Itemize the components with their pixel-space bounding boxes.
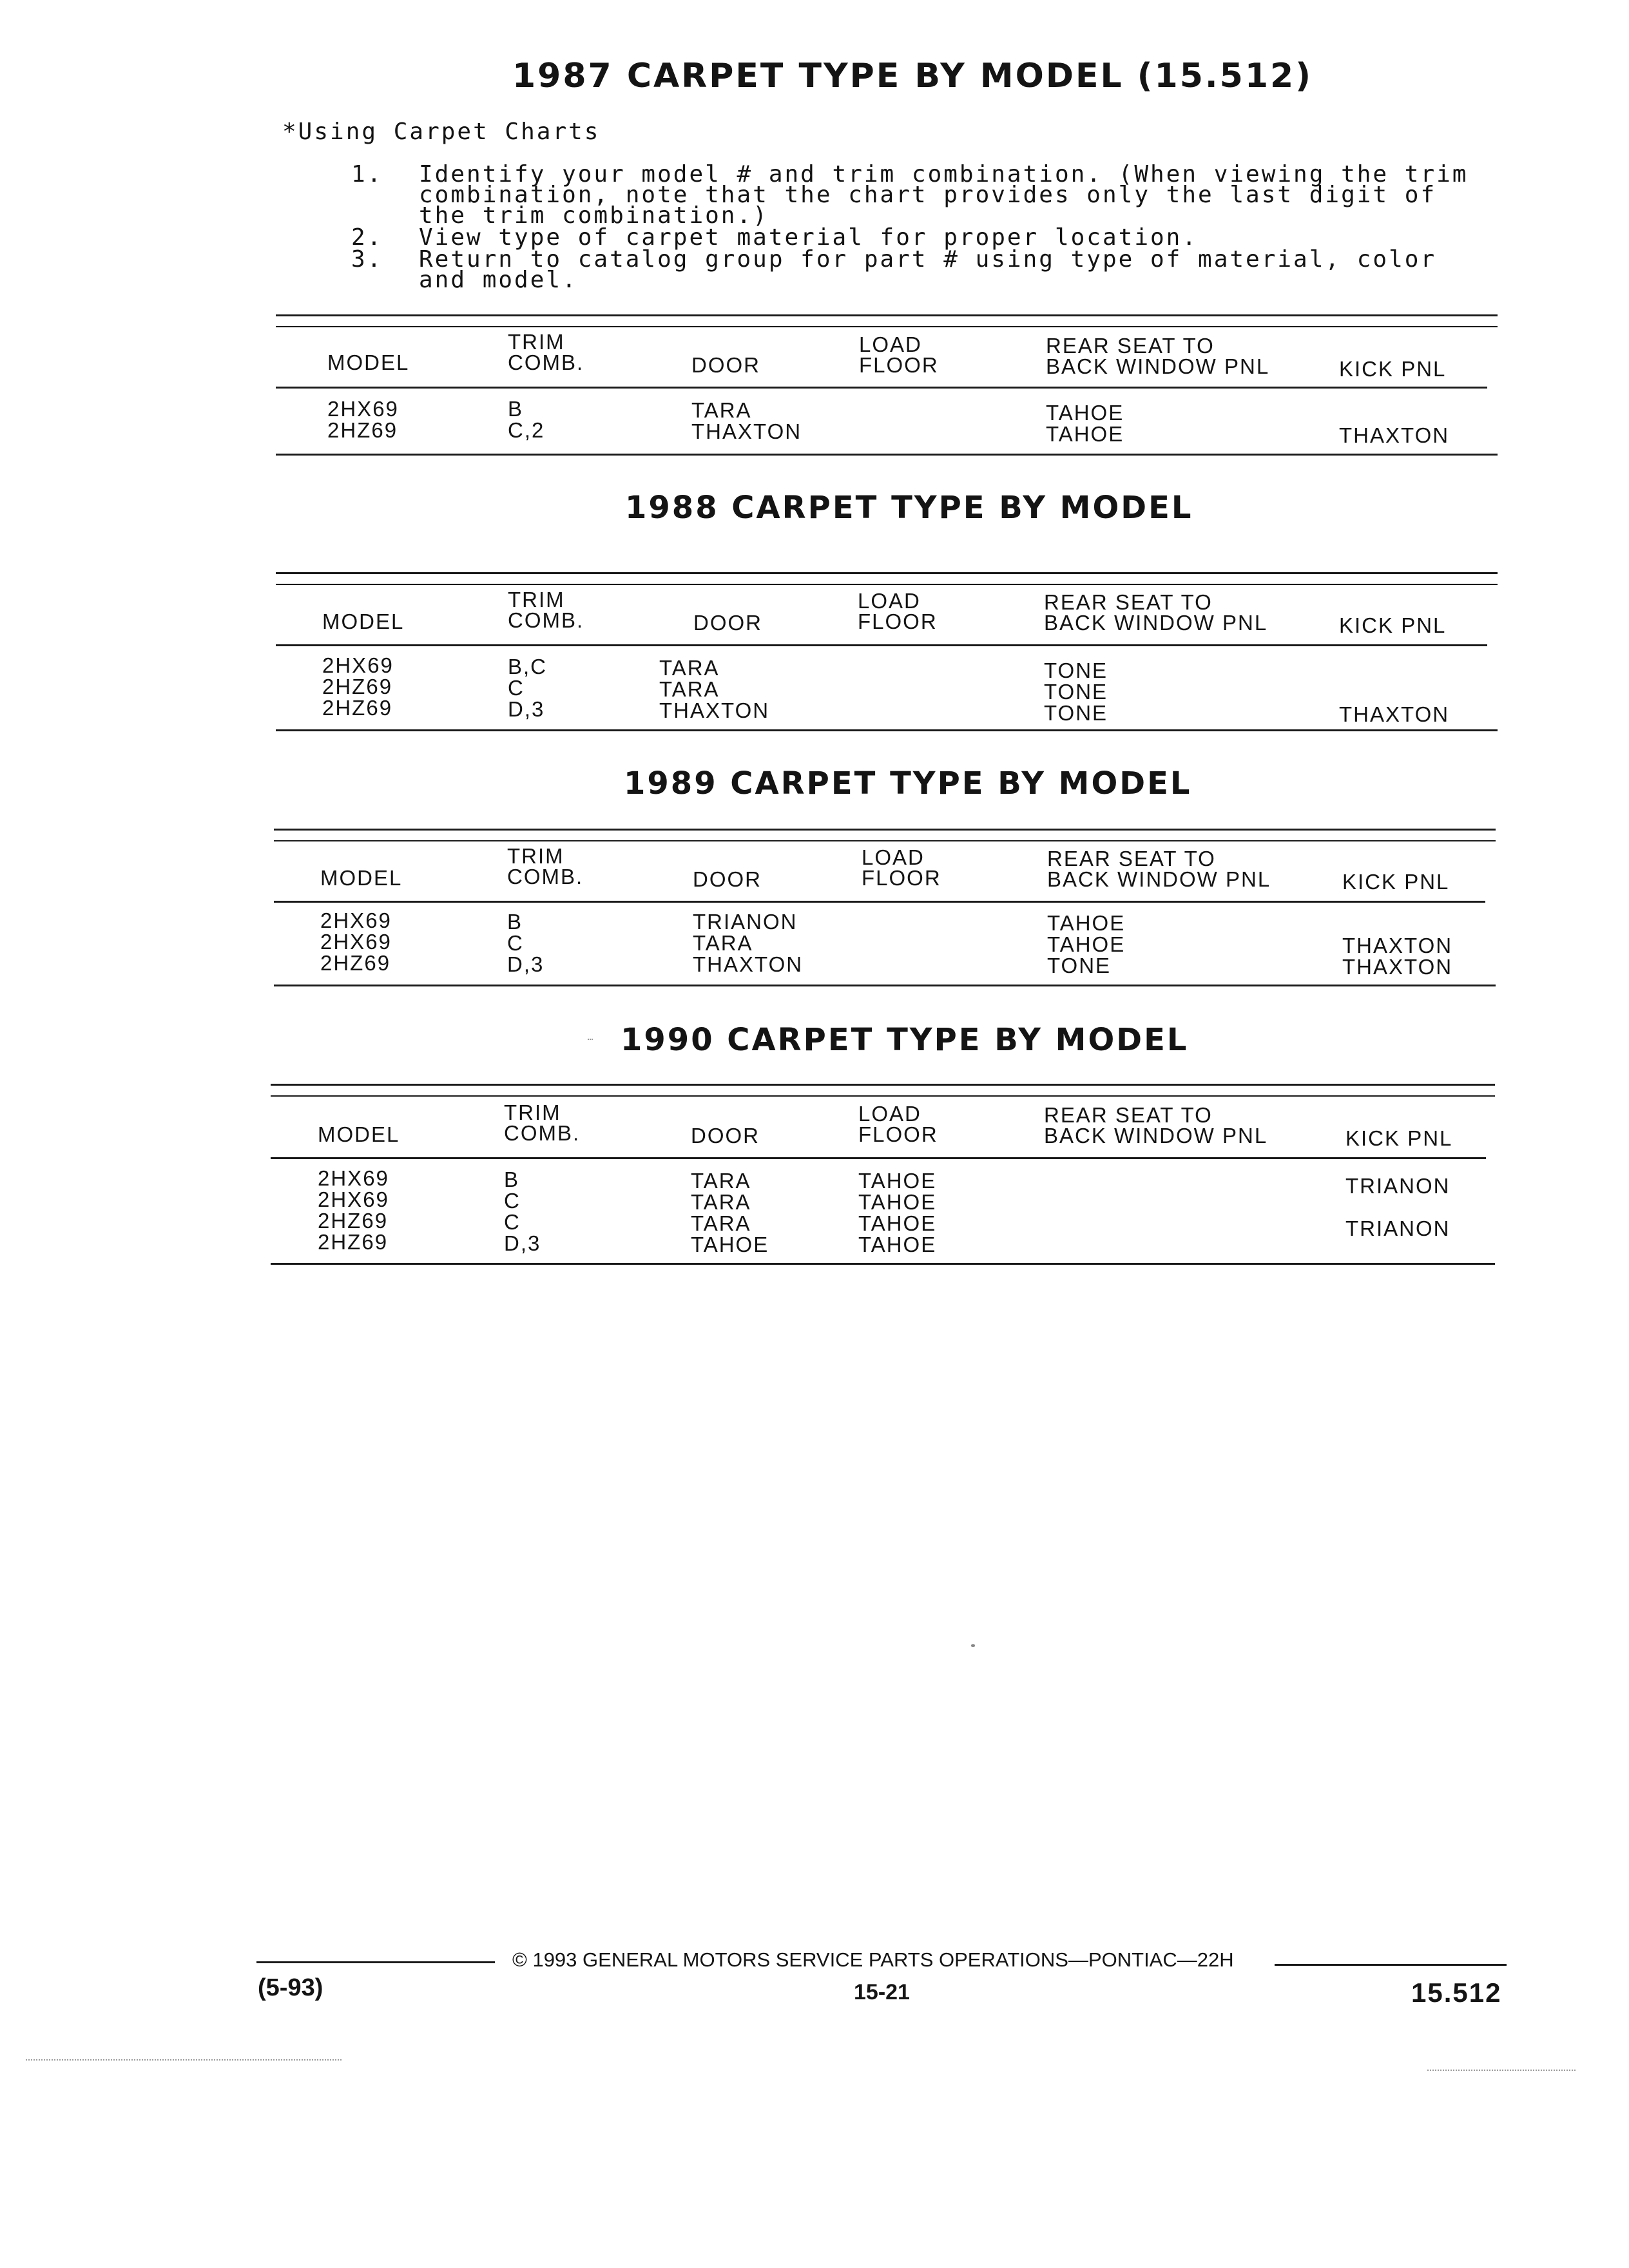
table-bottom-rule [276,729,1498,731]
page-title: 1987 CARPET TYPE BY MODEL (15.512) [512,57,1313,95]
scan-edge-mark [26,2059,342,2061]
column-header-rear: BACK WINDOW PNL [1044,1124,1268,1148]
instruction-step [351,161,1485,229]
column-header-kick: KICK PNL [1339,613,1447,637]
cell-model: 2HX69 [322,653,394,677]
cell-door: TARA [691,1211,751,1235]
carpet-table-1988 [276,572,1500,740]
column-header-model: MODEL [327,351,410,374]
cell-kick: THAXTON [1339,702,1450,726]
column-header-trim: COMB. [508,608,584,632]
instruction-step [351,246,1485,293]
column-header-rear: BACK WINDOW PNL [1046,354,1270,378]
cell-model: 2HZ69 [322,675,393,698]
cell-door: TARA [693,931,753,955]
column-header-load: FLOOR [859,353,939,377]
cell-kick: THAXTON [1339,423,1450,447]
cell-trim: C [508,676,525,700]
column-header-kick: KICK PNL [1345,1126,1453,1150]
cell-door: TARA [691,1169,751,1193]
cell-door: TAHOE [691,1233,769,1256]
cell-rear: TAHOE [1046,422,1124,446]
cell-model: 2HX69 [318,1187,389,1211]
table-top-rule [276,326,1498,327]
cell-trim: C [507,931,524,955]
footer-rule-right [1275,1964,1507,1966]
cell-door: TARA [659,656,720,680]
column-header-load: FLOOR [862,866,941,890]
footer-date-code: (5-93) [258,1974,323,2001]
cell-rear: TONE [1044,701,1108,725]
cell-model: 2HZ69 [318,1209,389,1233]
footer-page-number: 15-21 [854,1980,910,2004]
cell-model: 2HX69 [320,908,392,932]
column-header-kick: KICK PNL [1339,357,1447,381]
cell-trim: C [504,1210,521,1234]
section-title-1988: 1988 CARPET TYPE BY MODEL [625,490,1193,526]
cell-trim: D,3 [508,697,545,721]
table-top-rule [274,840,1496,841]
cell-kick: TRIANON [1345,1216,1451,1240]
scan-edge-mark [1427,2070,1576,2071]
section-title-1989: 1989 CARPET TYPE BY MODEL [624,765,1192,802]
column-header-kick: KICK PNL [1342,870,1450,894]
table-bottom-rule [271,1263,1495,1265]
cell-door: TARA [659,677,720,701]
carpet-table-1990 [271,1084,1508,1277]
footer-copyright: © 1993 GENERAL MOTORS SERVICE PARTS OPERATIONS—PONTIAC—22H [512,1948,1234,1971]
section-title-1990: 1990 CARPET TYPE BY MODEL [621,1022,1189,1058]
carpet-table-1989 [274,829,1498,996]
cell-trim: D,3 [504,1231,541,1255]
column-header-load: FLOOR [858,1122,938,1146]
cell-trim: B,C [508,655,548,678]
footer-rule-left [256,1961,495,1963]
column-header-rear: REAR SEAT TO [1044,590,1213,614]
table-bottom-rule [276,454,1498,456]
cell-door: TARA [691,1190,751,1214]
cell-door: TRIANON [693,910,798,934]
cell-trim: C [504,1189,521,1213]
column-header-rear: BACK WINDOW PNL [1044,611,1268,635]
column-header-trim: TRIM [507,844,564,868]
cell-rear: TAHOE [1047,911,1126,935]
cell-load: TAHOE [858,1169,937,1193]
column-header-load: LOAD [858,1102,921,1126]
step-text: Identify your model # and trim combination. (When viewing the trim combination, note that the chart provides only the last digit of the trim combination.) [419,161,1469,229]
table-top-rule [271,1095,1495,1097]
cell-kick: THAXTON [1342,955,1453,979]
cell-kick: THAXTON [1342,934,1453,957]
table-top-rule [271,1084,1495,1086]
cell-rear: TONE [1044,658,1108,682]
column-header-load: FLOOR [858,610,938,633]
column-header-model: MODEL [318,1122,400,1146]
cell-model: 2HX69 [327,397,399,421]
cell-model: 2HZ69 [327,418,398,442]
cell-door: THAXTON [659,698,770,722]
cell-rear: TAHOE [1047,932,1126,956]
table-top-rule [274,829,1496,831]
column-header-model: MODEL [320,866,403,890]
column-header-rear: REAR SEAT TO [1044,1103,1213,1127]
column-header-load: LOAD [858,589,921,613]
cell-trim: C,2 [508,418,545,442]
scan-speck [971,1644,975,1647]
footer-section-number: 15.512 [1411,1977,1502,2008]
carpet-table-1987 [276,314,1500,463]
table-top-rule [276,314,1498,316]
column-header-door: DOOR [691,1124,760,1148]
cell-trim: B [504,1168,520,1191]
cell-load: TAHOE [858,1211,937,1235]
cell-model: 2HZ69 [322,696,393,720]
column-header-rear: REAR SEAT TO [1047,847,1216,870]
cell-rear: TONE [1044,680,1108,704]
cell-trim: B [507,910,523,934]
cell-door: THAXTON [691,419,802,443]
table-top-rule [276,584,1498,585]
header-divider [274,901,1485,903]
step-number: 3. [351,246,383,273]
header-divider [271,1157,1486,1159]
column-header-trim: COMB. [504,1121,581,1145]
scan-mark [588,1039,593,1040]
instruction-list [351,161,1485,293]
column-header-trim: TRIM [508,588,565,611]
column-header-trim: TRIM [504,1100,561,1124]
cell-trim: D,3 [507,952,545,976]
cell-trim: B [508,397,524,421]
cell-door: THAXTON [693,952,804,976]
cell-load: TAHOE [858,1190,937,1214]
cell-model: 2HZ69 [318,1230,389,1254]
column-header-model: MODEL [322,610,405,633]
header-divider [276,387,1487,389]
cell-model: 2HZ69 [320,951,391,975]
table-top-rule [276,572,1498,574]
step-number: 2. [351,224,383,251]
column-header-rear: REAR SEAT TO [1046,334,1215,358]
column-header-door: DOOR [691,353,760,377]
column-header-trim: COMB. [507,865,584,889]
intro-text: *Using Carpet Charts [282,119,601,145]
column-header-trim: COMB. [508,351,584,374]
cell-rear: TAHOE [1046,401,1124,425]
cell-model: 2HX69 [318,1166,389,1190]
column-header-rear: BACK WINDOW PNL [1047,867,1271,891]
cell-kick: TRIANON [1345,1174,1451,1198]
step-text: Return to catalog group for part # using type of material, color and model. [419,246,1437,293]
step-number: 1. [351,161,383,187]
column-header-load: LOAD [859,332,922,356]
cell-rear: TONE [1047,954,1112,977]
column-header-trim: TRIM [508,330,565,354]
header-divider [276,644,1487,646]
column-header-load: LOAD [862,845,925,869]
table-bottom-rule [274,985,1496,986]
cell-door: TARA [691,398,752,422]
instruction-step [351,224,1485,251]
column-header-door: DOOR [693,611,762,635]
column-header-door: DOOR [693,867,762,891]
cell-load: TAHOE [858,1233,937,1256]
cell-model: 2HX69 [320,930,392,954]
step-text: View type of carpet material for proper location. [419,224,1199,251]
